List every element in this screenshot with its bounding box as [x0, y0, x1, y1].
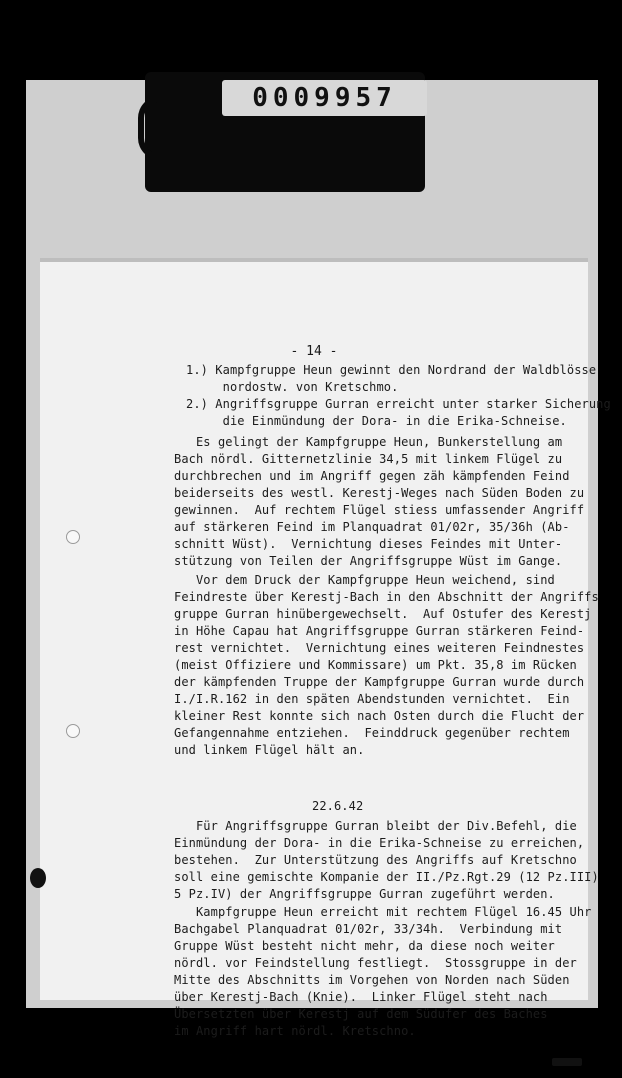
ink-blot — [30, 868, 46, 888]
text-line: Kampfgruppe Heun erreicht mit rechtem Flügel 16.45 Uhr — [174, 905, 592, 919]
text-line: 2.) Angriffsgruppe Gurran erreicht unter starker Sicherung — [186, 397, 611, 411]
text-line: rest vernichtet. Vernichtung eines weiteren Feindnestes — [174, 641, 585, 655]
text-line: die Einmündung der Dora- in die Erika-Schneise. — [186, 414, 567, 428]
text-line: gewinnen. Auf rechtem Flügel stiess umfassender Angriff — [174, 503, 585, 517]
text-line: soll eine gemischte Kompanie der II./Pz.Rgt.29 (12 Pz.III) — [174, 870, 599, 884]
text-line: I./I.R.162 in den späten Abendstunden vernichtet. Ein — [174, 692, 570, 706]
text-line: gruppe Gurran hinübergewechselt. Auf Ostufer des Kerestj — [174, 607, 592, 621]
text-line: durchbrechen und im Angriff gegen zäh kämpfenden Feind — [174, 469, 570, 483]
text-line: (meist Offiziere und Kommissare) um Pkt. 35,8 im Rücken — [174, 658, 577, 672]
text-line: Bachgabel Planquadrat 01/02r, 33/34h. Verbindung mit — [174, 922, 563, 936]
text-line: nördl. vor Feindstellung festliegt. Stossgruppe in der — [174, 956, 577, 970]
text-line: Bach nördl. Gitternetzlinie 34,5 mit linkem Flügel zu — [174, 452, 563, 466]
page-number: - 14 - — [290, 344, 338, 359]
text-line: 5 Pz.IV) der Angriffsgruppe Gurran zugeführt werden. — [174, 887, 555, 901]
text-line: Feindreste über Kerestj-Bach in den Abschnitt der Angriffs — [174, 590, 599, 604]
punch-hole-icon — [66, 530, 80, 544]
text-line: der kämpfenden Truppe der Kampfgruppe Gurran wurde durch — [174, 675, 585, 689]
counter-clip-icon — [138, 96, 184, 160]
text-line: auf stärkeren Feind im Planquadrat 01/02r, 35/36h (Ab- — [174, 520, 570, 534]
text-line: in Höhe Capau hat Angriffsgruppe Gurran stärkeren Feind- — [174, 624, 585, 638]
text-line: Gefangennahme entziehen. Feinddruck gegenüber rechtem — [174, 726, 570, 740]
text-line: Für Angriffsgruppe Gurran bleibt der Div.Befehl, die — [174, 819, 577, 833]
text-line: im Angriff hart nördl. Kretschno. — [174, 1024, 416, 1038]
text-line: Einmündung der Dora- in die Erika-Schneise zu erreichen, — [174, 836, 585, 850]
ink-blot — [552, 1058, 582, 1066]
text-line: Es gelingt der Kampfgruppe Heun, Bunkerstellung am — [174, 435, 563, 449]
punch-hole-icon — [66, 724, 80, 738]
date-heading: 22.6.42 — [312, 799, 364, 813]
text-line: bestehen. Zur Unterstützung des Angriffs auf Kretschno — [174, 853, 577, 867]
frame-counter: 0009957 — [222, 80, 427, 116]
text-line: kleiner Rest konnte sich nach Osten durch die Flucht der — [174, 709, 585, 723]
text-line: und linkem Flügel hält an. — [174, 743, 365, 757]
document-page — [40, 258, 611, 1038]
text-line: schnitt Wüst). Vernichtung dieses Feindes mit Unter- — [174, 537, 563, 551]
text-line: Übersetzten über Kerestj auf dem Südufer des Baches — [174, 1007, 548, 1021]
text-line: stützung von Teilen der Angriffsgruppe Wüst im Gange. — [174, 554, 563, 568]
text-line: über Kerestj-Bach (Knie). Linker Flügel steht nach — [174, 990, 548, 1004]
page-edge-shadow — [40, 258, 588, 262]
text-line: Vor dem Druck der Kampfgruppe Heun weichend, sind — [174, 573, 555, 587]
text-line: Mitte des Abschnitts im Vorgehen von Norden nach Süden — [174, 973, 570, 987]
text-line: beiderseits des westl. Kerestj-Weges nach Süden Boden zu — [174, 486, 585, 500]
text-line: 1.) Kampfgruppe Heun gewinnt den Nordrand der Waldblösse — [186, 363, 597, 377]
text-line: nordostw. von Kretschmo. — [186, 380, 399, 394]
text-line: Gruppe Wüst besteht nicht mehr, da diese noch weiter — [174, 939, 555, 953]
